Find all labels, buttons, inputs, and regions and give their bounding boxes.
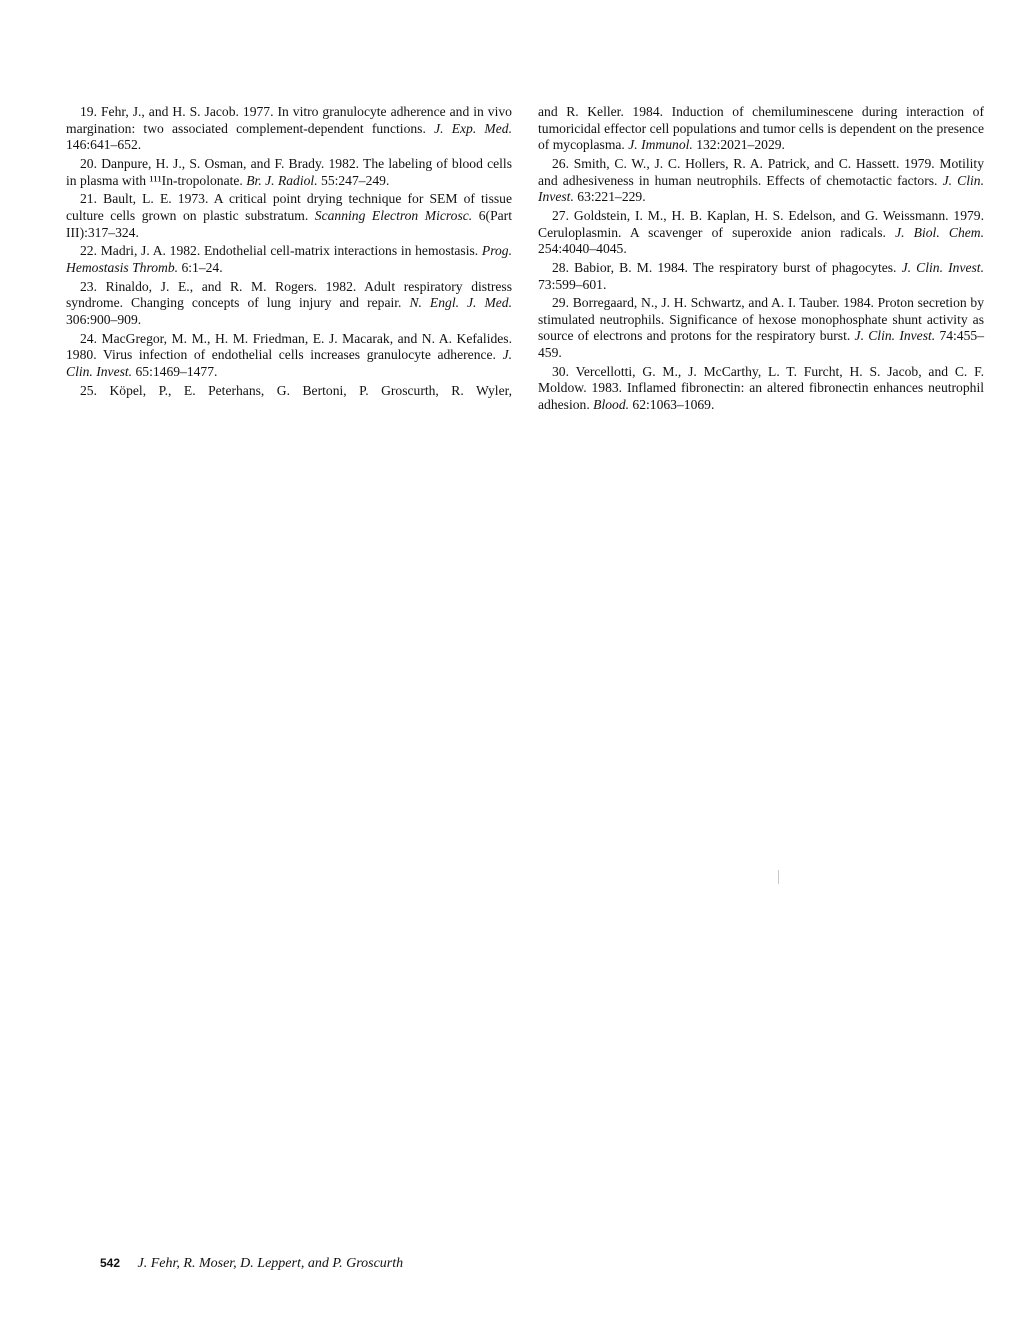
reference-21: 21. Bault, L. E. 1973. A critical point drying technique for SEM of tissue culture cells grown on plastic substratum. Scanning Electron Microsc. 6(Part III):317–324. bbox=[66, 191, 512, 240]
reference-27: 27. Goldstein, I. M., H. B. Kaplan, H. S. Edelson, and G. Weissmann. 1979. Ceruloplasmin. A scavenger of superoxide anion radicals. J. Biol. Chem. 254:4040–4045. bbox=[538, 207, 984, 257]
page-footer bbox=[100, 1256, 403, 1272]
references-column-right bbox=[538, 104, 984, 416]
reference-25-continued: and R. Keller. 1984. Induction of chemiluminescene during interaction of tumoricidal effector cell populations and tumor cells is dependent on the presence of mycoplasma. J. Immunol. 132:2021–2029. bbox=[538, 104, 984, 153]
reference-20: 20. Danpure, H. J., S. Osman, and F. Brady. 1982. The labeling of blood cells in plasma with ¹¹¹In-tropolonate. Br. J. Radiol. 55:247–249. bbox=[66, 155, 512, 188]
page-number: 542 bbox=[100, 1256, 121, 1270]
reference-30: 30. Vercellotti, G. M., J. McCarthy, L. T. Furcht, H. S. Jacob, and C. F. Moldow. 1983. Inflamed fibronectin: an altered fibronectin enhances neutrophil adhesion. Blood. 62:1063–1069. bbox=[538, 363, 984, 413]
reference-28: 28. Babior, B. M. 1984. The respiratory burst of phagocytes. J. Clin. Invest. 73:599–601. bbox=[538, 259, 984, 292]
reference-26: 26. Smith, C. W., J. C. Hollers, R. A. Patrick, and C. Hassett. 1979. Motility and adhesiveness in human neutrophils. Effects of chemotactic factors. J. Clin. Invest. 63:221–229. bbox=[538, 155, 984, 205]
reference-24: 24. MacGregor, M. M., H. M. Friedman, E. J. Macarak, and N. A. Kefalides. 1980. Virus infection of endothelial cells increases granulocyte adherence. J. Clin. Invest. 65:1469–1477. bbox=[66, 330, 512, 379]
references-column-left bbox=[66, 104, 512, 401]
reference-29: 29. Borregaard, N., J. H. Schwartz, and A. I. Tauber. 1984. Proton secretion by stimulated neutrophils. Significance of hexose monophosphate shunt activity as source of electrons and protons for the respiratory burst. J. Clin. Invest. 74:455–459. bbox=[538, 295, 984, 361]
reference-25-start: 25. Köpel, P., E. Peterhans, G. Bertoni, P. Groscurth, R. Wyler, bbox=[80, 382, 512, 398]
reference-22: 22. Madri, J. A. 1982. Endothelial cell-matrix interactions in hemostasis. Prog. Hemostasis Thromb. 6:1–24. bbox=[66, 243, 512, 275]
reference-23: 23. Rinaldo, J. E., and R. M. Rogers. 1982. Adult respiratory distress syndrome. Changing concepts of lung injury and repair. N. Engl. J. Med. 306:900–909. bbox=[66, 278, 513, 327]
scan-artifact bbox=[778, 870, 779, 884]
running-authors: J. Fehr, R. Moser, D. Leppert, and P. Groscurth bbox=[137, 1256, 404, 1271]
reference-19: 19. Fehr, J., and H. S. Jacob. 1977. In vitro granulocyte adherence and in vivo margination: two associated complement-dependent functions. J. Exp. Med. 146:641–652. bbox=[66, 104, 512, 153]
